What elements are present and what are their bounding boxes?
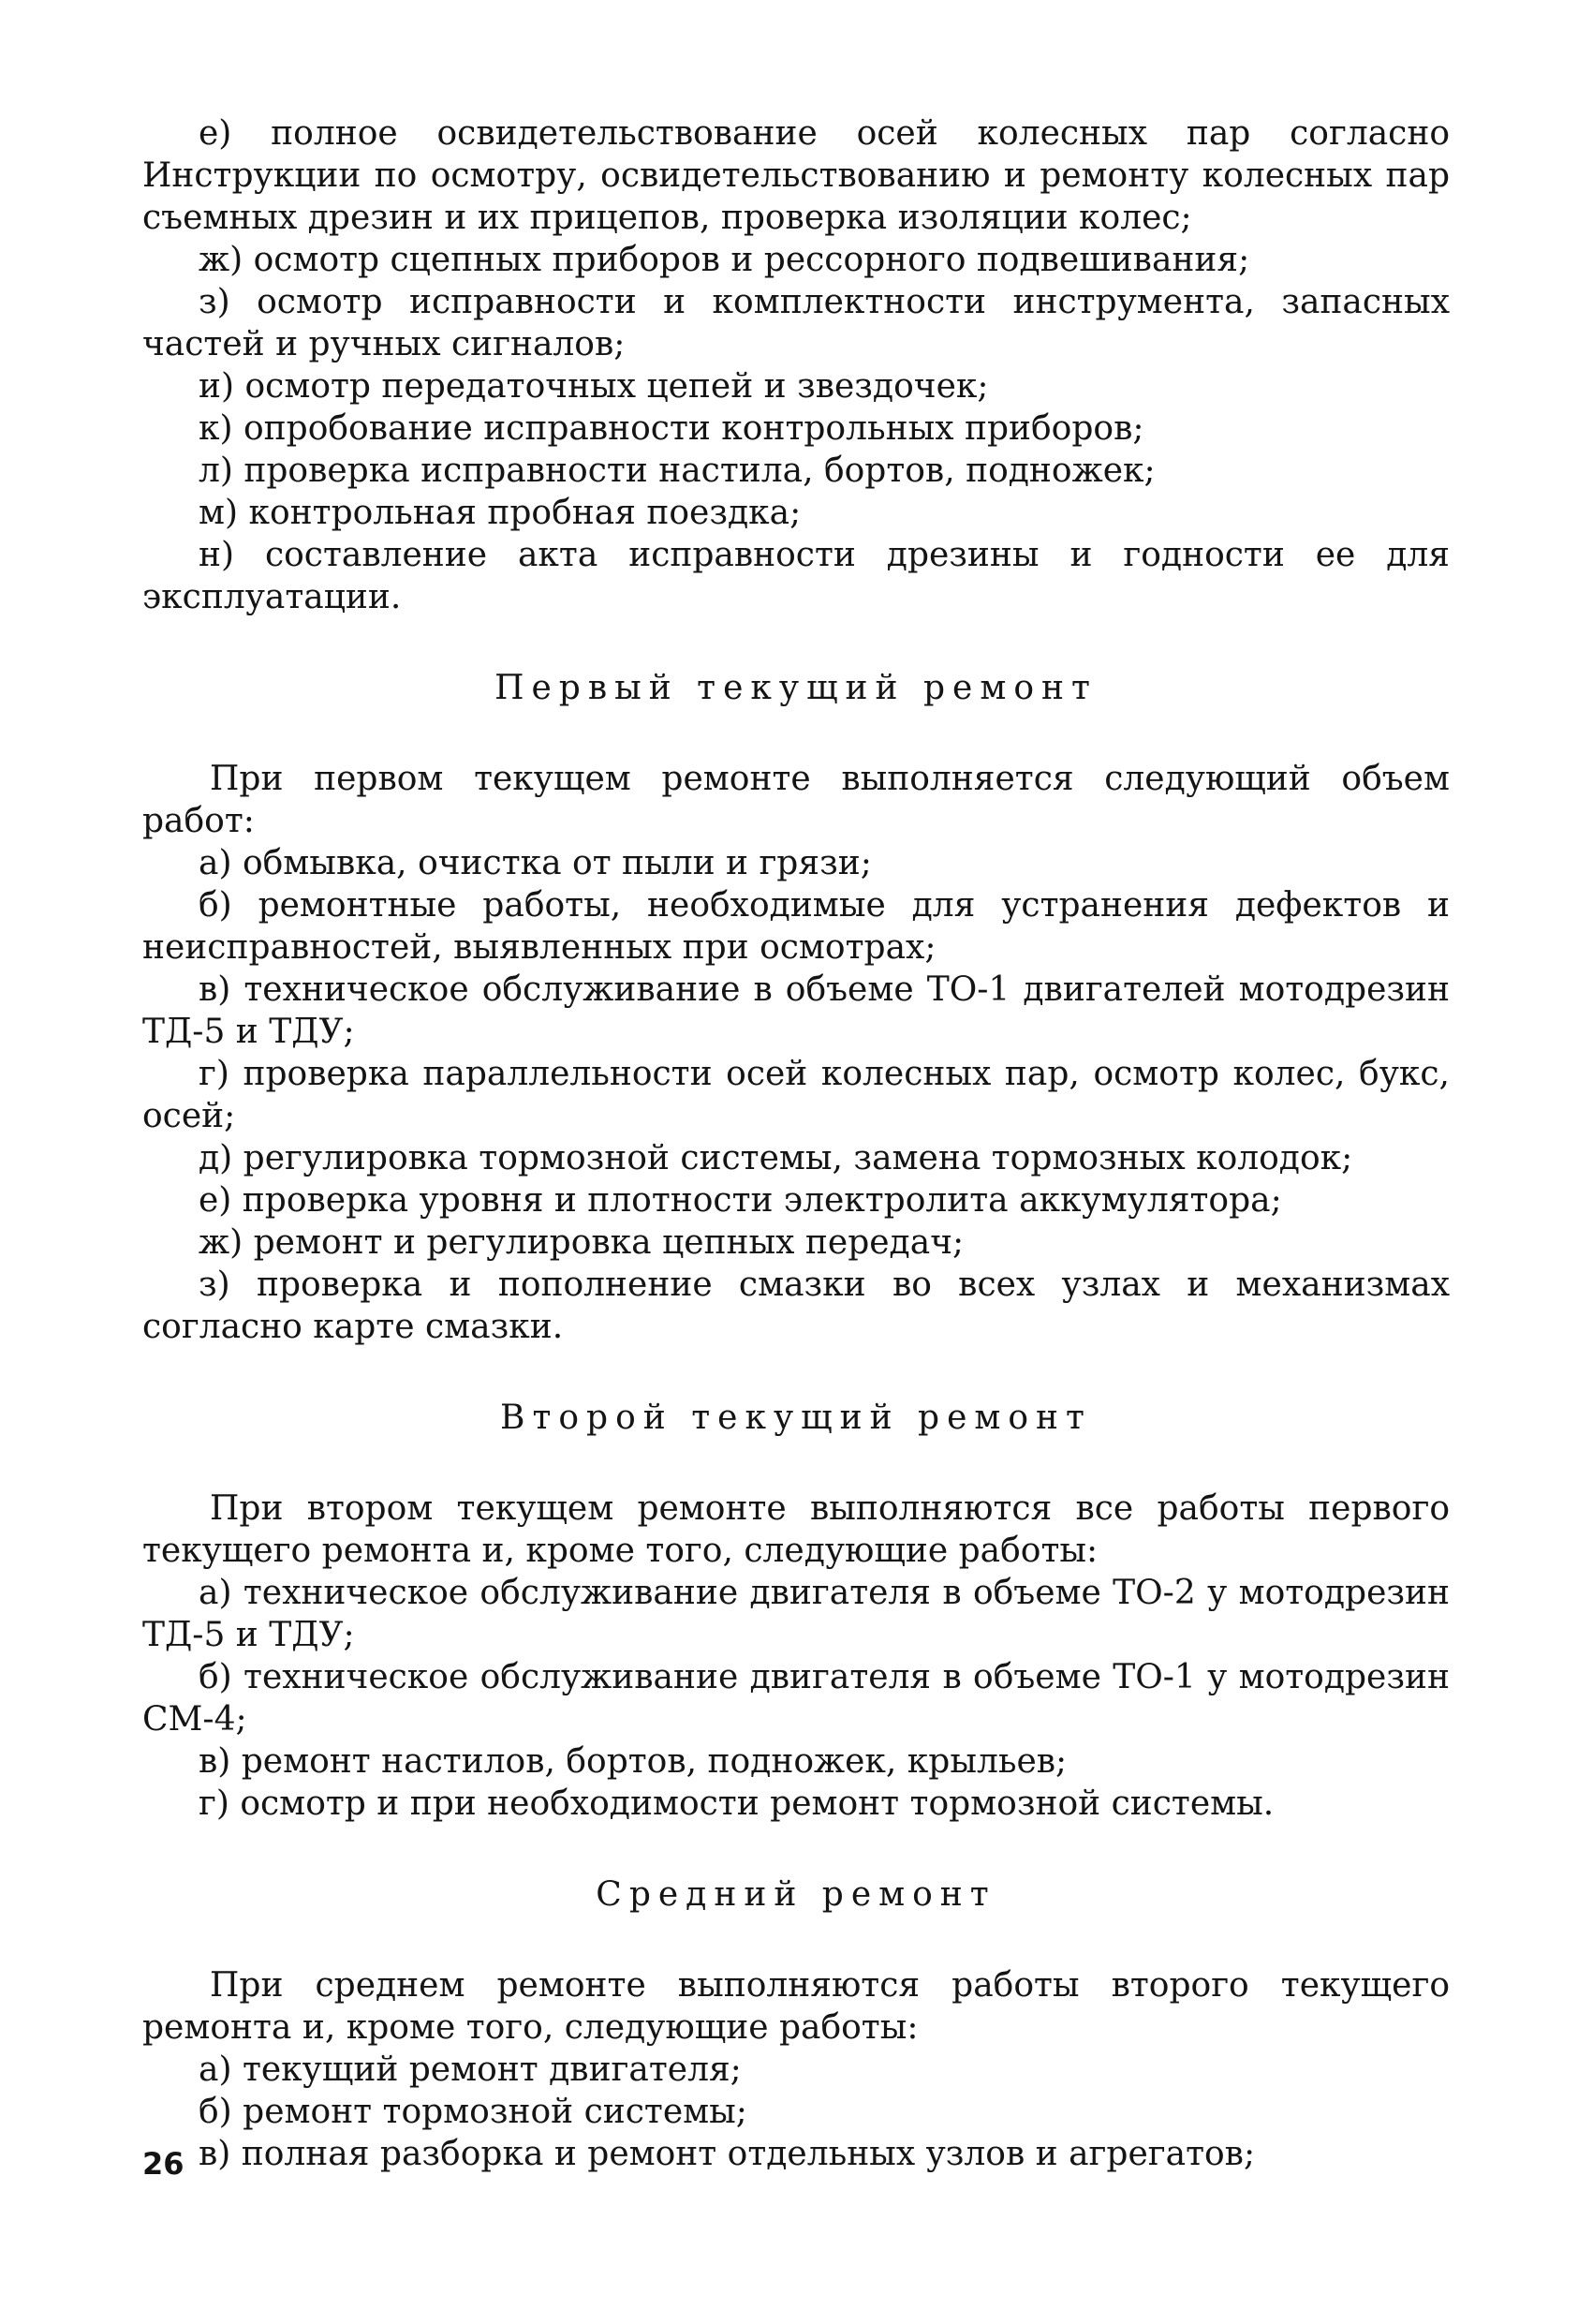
list-item: и) осмотр передаточных цепей и звездочек; [199,367,989,406]
list-item: ж) ремонт и регулировка цепных передач; [199,1223,965,1262]
list-item: з) осмотр исправности и комплектности инструмента, запасных частей и ручных сигналов; [142,283,1450,363]
list-item: з) проверка и пополнение смазки во всех узлах и механизмах согласно карте смазки. [142,1266,1450,1346]
list-item: б) ремонт тормозной системы; [199,2093,747,2131]
list-item: г) осмотр и при необходимости ремонт тормозной системы. [199,1784,1275,1823]
section-heading-second-repair: Второй текущий ремонт [500,1399,1092,1437]
page-body [142,112,1450,2175]
section-heading-first-repair: Первый текущий ремонт [494,669,1098,707]
section-intro: При среднем ремонте выполняются работы второго текущего ремонта и, кроме того, следующие работы: [142,1966,1450,2047]
top-list [142,112,1450,618]
section-intro: При втором текущем ремонте выполняются все работы первого текущего ремонта и, кроме того, следующие работы: [142,1489,1450,1570]
list-item: б) ремонтные работы, необходимые для устранения дефектов и неисправностей, выявленных при осмотрах; [142,886,1450,967]
list-item: е) проверка уровня и плотности электролита аккумулятора; [199,1181,1282,1220]
list-item: в) ремонт настилов, бортов, подножек, крыльев; [199,1742,1068,1781]
list-item: ж) осмотр сцепных приборов и рессорного подвешивания; [199,241,1250,279]
list-item: е) полное освидетельствование осей колесных пар согласно Инструкции по осмотру, освидетельствованию и ремонту колесных пар съемных дрезин и их прицепов, проверка изоляции колес; [142,114,1450,237]
list-item: б) техническое обслуживание двигателя в объеме ТО-1 у мотодрезин СМ-4; [142,1658,1450,1739]
list-item: а) обмывка, очистка от пыли и грязи; [199,844,872,882]
section-first-repair [142,758,1450,1348]
list-item: н) составление акта исправности дрезины и годности ее для эксплуатации. [142,536,1450,616]
list-item: л) проверка исправности настила, бортов, подножек; [199,451,1156,490]
list-item: д) регулировка тормозной системы, замена тормозных колодок; [199,1139,1353,1177]
section-intro: При первом текущем ремонте выполняется следующий объем работ: [142,760,1450,840]
section-second-repair [142,1488,1450,1825]
list-item: к) опробование исправности контрольных приборов; [199,409,1144,448]
section-middle-repair [142,1964,1450,2175]
list-item: а) техническое обслуживание двигателя в объеме ТО-2 у мотодрезин ТД-5 и ТДУ; [142,1574,1450,1654]
section-heading-middle-repair: Средний ремонт [596,1875,996,1914]
page-number: 26 [142,2146,184,2182]
list-item: г) проверка параллельности осей колесных пар, осмотр колес, букс, осей; [142,1055,1450,1135]
list-item: в) полная разборка и ремонт отдельных узлов и агрегатов; [199,2135,1256,2173]
list-item: а) текущий ремонт двигателя; [199,2050,742,2089]
list-item: в) техническое обслуживание в объеме ТО-1 двигателей мотодрезин ТД-5 и ТДУ; [142,970,1450,1051]
list-item: м) контрольная пробная поездка; [199,494,802,532]
